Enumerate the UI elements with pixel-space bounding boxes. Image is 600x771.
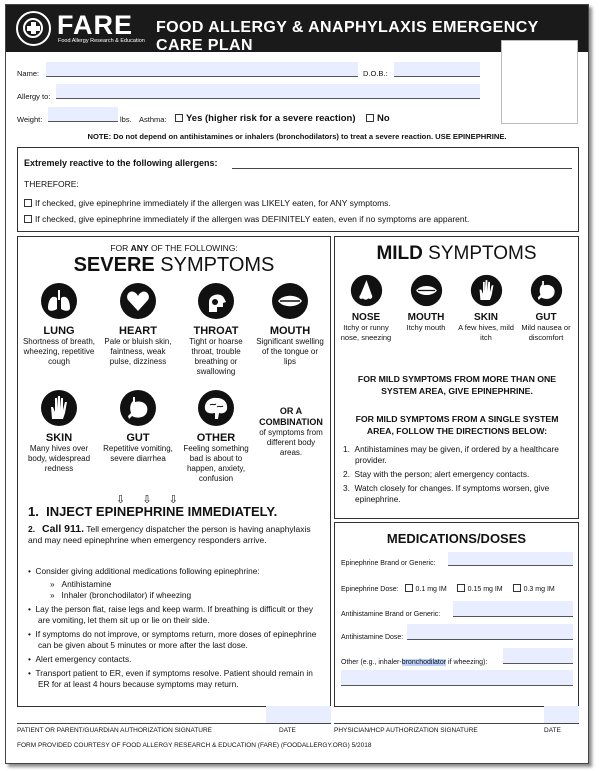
- mild-skin: [457, 274, 515, 343]
- epi-dose-row: Epinephrine Dose: 0.1 mg IM 0.15 mg IM 0.3 mg IM: [341, 586, 555, 593]
- anti-brand-field[interactable]: [453, 601, 573, 617]
- symptom-name: OTHER: [196, 432, 236, 444]
- hand-icon: [470, 274, 503, 307]
- sub-bullet-item: » Inhaler (bronchodilator) if wheezing: [50, 590, 192, 600]
- symptom-desc: Many hives over body, widespread redness: [27, 444, 91, 473]
- symptom-desc: Feeling something bad is about to happen, anxiety, confusion: [183, 444, 249, 483]
- stomach-icon: [119, 389, 157, 427]
- name-field[interactable]: [46, 62, 358, 77]
- asthma-yes-label: Yes (higher risk for a severe reaction): [186, 113, 356, 124]
- name-label: Name:: [17, 69, 40, 78]
- mild-step-item: 1. Antihistamines may be given, if ordered by a healthcare provider.: [343, 444, 559, 465]
- page-title: FOOD ALLERGY & ANAPHYLAXIS EMERGENCY CARE PLAN: [156, 19, 539, 54]
- symptom-desc: Repetitive vomiting, severe diarrhea: [103, 444, 173, 463]
- mouth-icon: [410, 274, 443, 307]
- dob-field[interactable]: [394, 62, 480, 77]
- step-2: 2. Call 911. Tell emergency dispatcher the person is having anaphylaxis and may need epinephrine when emergency responders arrive.: [28, 523, 311, 545]
- anti-dose-label: Antihistamine Dose:: [341, 634, 404, 641]
- likely-eaten-label: If checked, give epinephrine immediately if the allergen was LIKELY eaten, for ANY symptoms.: [35, 198, 391, 208]
- bullet-item: • If symptoms do not improve, or symptoms return, more doses of epinephrine can be given about 5 minutes or more after the last dose.: [28, 629, 317, 650]
- dob-label: D.O.B.:: [363, 69, 388, 78]
- lungs-icon: [40, 282, 78, 320]
- severe-lung: [20, 282, 98, 367]
- physician-signature-line[interactable]: [334, 723, 579, 724]
- patient-date-field[interactable]: [266, 706, 331, 724]
- epi-brand-label: Epinephrine Brand or Generic:: [341, 560, 436, 567]
- bullet-item: • Lay the person flat, raise legs and keep warm. If breathing is difficult or they are vomiting, let them sit up or lie on their side.: [28, 604, 313, 625]
- symptom-name: SKIN: [45, 432, 73, 444]
- asthma-no-label: No: [377, 113, 390, 124]
- courtesy-footer: FORM PROVIDED COURTESY OF FOOD ALLERGY RESEARCH & EDUCATION (FARE) (FOODALLERGY.ORG) 5/2018: [17, 742, 372, 749]
- anti-brand-label: Antihistamine Brand or Generic:: [341, 611, 441, 618]
- step-1: 1. INJECT EPINEPHRINE IMMEDIATELY.: [28, 504, 278, 519]
- physician-signature-label: PHYSICIAN/HCP AUTHORIZATION SIGNATURE: [334, 727, 478, 734]
- symptom-desc: Itchy or runny nose, sneezing: [340, 323, 392, 342]
- symptom-name: GUT: [535, 312, 557, 323]
- allergy-label: Allergy to:: [17, 92, 51, 101]
- asthma-yes-checkbox[interactable]: [175, 114, 183, 122]
- likely-eaten-checkbox[interactable]: [24, 199, 32, 207]
- symptom-name: THROAT: [193, 325, 239, 337]
- asthma-no-checkbox[interactable]: [366, 114, 374, 122]
- mild-symptoms-box: [334, 236, 579, 519]
- stomach-icon: [530, 274, 563, 307]
- symptom-desc: Mild nausea or discomfort: [521, 323, 571, 342]
- severe-symptoms-box: [17, 236, 331, 707]
- allergens-line[interactable]: [232, 168, 572, 169]
- medications-title: MEDICATIONS/DOSES: [386, 531, 527, 546]
- symptom-desc: Shortness of breath, wheezing, repetitive cough: [22, 337, 96, 366]
- definitely-eaten-label: If checked, give epinephrine immediately if the allergen was DEFINITELY eaten, even if no symptoms are apparent.: [35, 214, 470, 224]
- heart-icon: [119, 282, 157, 320]
- symptom-desc: A few hives, mild itch: [458, 323, 514, 342]
- physician-date-field[interactable]: [544, 706, 579, 724]
- symptom-desc: Significant swelling of the tongue or lips: [256, 337, 324, 366]
- date-label: DATE: [544, 727, 561, 734]
- date-label: DATE: [279, 727, 296, 734]
- symptom-desc: Itchy mouth: [406, 323, 446, 332]
- mild-mouth: [397, 274, 455, 333]
- dose-01-checkbox[interactable]: [405, 584, 413, 592]
- fare-logo-icon: [16, 11, 51, 46]
- epinephrine-note: NOTE: Do not depend on antihistamines or inhalers (bronchodilators) to treat a severe reaction. USE EPINEPHRINE.: [87, 132, 507, 141]
- single-system-text: FOR MILD SYMPTOMS FROM A SINGLE SYSTEM AREA, FOLLOW THE DIRECTIONS BELOW:: [355, 414, 559, 436]
- lbs-label: lbs.: [120, 115, 132, 124]
- mild-nose: [337, 274, 395, 343]
- weight-field[interactable]: [48, 107, 118, 122]
- bullet-item: • Alert emergency contacts.: [28, 654, 132, 664]
- other-field-line2[interactable]: [341, 670, 573, 686]
- brand-subtitle: Food Allergy Research & Education: [58, 38, 145, 44]
- symptom-name: HEART: [119, 325, 157, 337]
- mild-steps: [343, 444, 575, 505]
- symptom-name: NOSE: [351, 312, 381, 323]
- mouth-icon: [271, 282, 309, 320]
- weight-label: Weight:: [17, 115, 43, 124]
- mild-step-item: 3. Watch closely for changes. If symptoms worsen, give epinephrine.: [343, 483, 550, 504]
- severe-other: [178, 389, 254, 484]
- bullet-item: • Transport patient to ER, even if symptoms resolve. Patient should remain in ER for at least 4 hours because symptoms may return.: [28, 668, 313, 689]
- epi-brand-field[interactable]: [448, 552, 573, 566]
- severe-skin: [20, 389, 98, 474]
- mild-gut: [517, 274, 575, 343]
- anti-dose-field[interactable]: [407, 624, 573, 640]
- severe-gut: [101, 389, 175, 464]
- care-plan-sheet: [5, 4, 589, 764]
- brand-name: FARE: [57, 10, 134, 40]
- symptom-name: SKIN: [474, 312, 498, 323]
- severe-title: SEVERE SYMPTOMS: [73, 254, 275, 276]
- down-arrows-icon: ⇩ ⇩ ⇩: [116, 494, 180, 506]
- symptom-name: MOUTH: [269, 325, 311, 337]
- other-label: Other (e.g., inhaler-bronchodilator if wheezing):: [341, 659, 488, 666]
- mild-step-item: 2. Stay with the person; alert emergency contacts.: [343, 469, 530, 479]
- mild-title: MILD SYMPTOMS: [376, 243, 537, 264]
- symptom-desc: Pale or bluish skin, faintness, weak pulse, dizziness: [104, 337, 172, 366]
- symptom-name: MOUTH: [407, 312, 445, 323]
- symptom-name: GUT: [126, 432, 150, 444]
- dose-015-checkbox[interactable]: [457, 584, 465, 592]
- sub-bullet-item: » Antihistamine: [50, 579, 112, 589]
- allergens-label: Extremely reactive to the following allergens:: [24, 158, 218, 168]
- hand-icon: [40, 389, 78, 427]
- severe-combination: OR A COMBINATION of symptoms from different body areas.: [259, 406, 323, 457]
- other-field[interactable]: [503, 648, 573, 664]
- symptom-name: LUNG: [43, 325, 75, 337]
- allergen-box: [17, 147, 579, 232]
- patient-signature-line[interactable]: [17, 723, 331, 724]
- severe-heart: [101, 282, 175, 367]
- patient-signature-label: PATIENT OR PARENT/GUARDIAN AUTHORIZATION SIGNATURE: [17, 727, 213, 734]
- medications-box: [334, 522, 579, 707]
- throat-icon: [197, 282, 235, 320]
- allergy-field[interactable]: [56, 84, 480, 99]
- dose-03-checkbox[interactable]: [513, 584, 521, 592]
- nose-icon: [350, 274, 383, 307]
- definitely-eaten-checkbox[interactable]: [24, 215, 32, 223]
- severe-throat: [178, 282, 254, 377]
- bullet-item: • Consider giving additional medications following epinephrine:: [28, 566, 260, 576]
- asthma-label: Asthma:: [139, 115, 167, 124]
- severe-bullets: [28, 566, 326, 690]
- therefore-label: THEREFORE:: [24, 179, 79, 189]
- brain-icon: [197, 389, 235, 427]
- for-any-label: FOR ANY OF THE FOLLOWING:: [110, 243, 238, 253]
- severe-mouth: [256, 282, 324, 367]
- photo-box[interactable]: [501, 40, 578, 124]
- more-than-one-text: FOR MILD SYMPTOMS FROM MORE THAN ONE SYSTEM AREA, GIVE EPINEPHRINE.: [357, 374, 557, 396]
- symptom-desc: Tight or hoarse throat, trouble breathing or swallowing: [189, 337, 243, 376]
